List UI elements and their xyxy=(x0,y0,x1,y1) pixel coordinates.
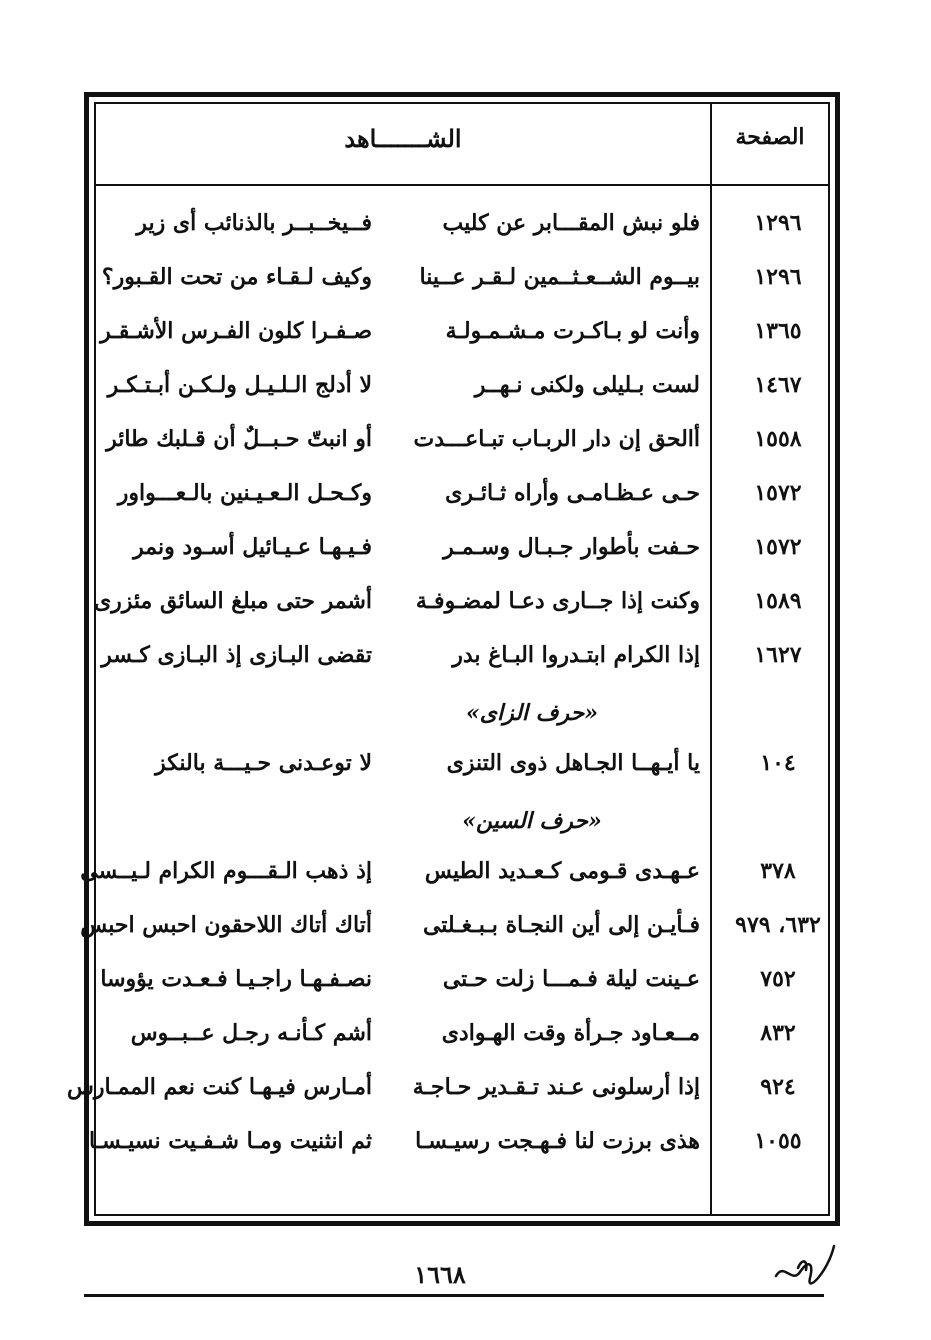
page-reference: ١٢٩٦ xyxy=(754,210,802,236)
page-reference: ٩٢٤ xyxy=(760,1074,796,1100)
signature-mark xyxy=(770,1232,840,1292)
verse-first-hemistich: فـأيـن إلى أين النجـاة بـبـغـلتى xyxy=(422,912,700,938)
page-number: ١٦٦٨ xyxy=(414,1260,466,1289)
page-reference: ١٥٧٢ xyxy=(754,534,802,560)
page-reference: ١٥٧٢ xyxy=(754,480,802,506)
verse-first-hemistich: هذى برزت لنا فـهـجت رسيـسـا xyxy=(415,1128,700,1154)
verse-second-hemistich: لا توعـدنى حـيـــة بالنكز xyxy=(155,750,372,776)
verse-second-hemistich: أشمر حتى مبلغ السائق مئزرى xyxy=(93,588,372,614)
verse-second-hemistich: إذ ذهب الـقـــوم الكرام لـيــسى xyxy=(80,858,372,884)
verse-second-hemistich: نصـفـهـا راجـيـا فـعـدت يؤوسا xyxy=(100,966,372,992)
verse-row xyxy=(96,472,828,526)
header-page-label: الصفحة xyxy=(735,124,805,150)
verse-second-hemistich: لا أدلج الـلـيـل ولـكـن أبـتـكـر xyxy=(107,372,372,398)
verse-row xyxy=(96,742,828,796)
page-reference: ١٢٩٦ xyxy=(754,264,802,290)
verse-second-hemistich: تقضى البـازى إذ البـازى كـسر xyxy=(101,642,372,668)
verse-row xyxy=(96,256,828,310)
page-reference: ١٥٨٩ xyxy=(754,588,802,614)
page-reference: ١٠٥٥ xyxy=(754,1128,802,1154)
header-divider xyxy=(96,184,828,186)
verse-first-hemistich: يا أيـهــا الجـاهل ذوى التنزى xyxy=(446,750,700,776)
verse-first-hemistich: بيــوم الشــعـثــمين لـقـر عــينا xyxy=(419,264,700,290)
verse-row xyxy=(96,202,828,256)
section-heading xyxy=(96,688,828,742)
verse-row xyxy=(96,1012,828,1066)
verse-row xyxy=(80,850,828,904)
footer-rule xyxy=(84,1294,824,1297)
verse-list xyxy=(66,202,828,1174)
verse-first-hemistich: عـينت ليلة فـمـــا زلت حـتى xyxy=(442,966,700,992)
verse-first-hemistich: فلو نبش المقـــابر عن كليب xyxy=(442,210,700,236)
page-reference: ٨٣٢ xyxy=(760,1020,796,1046)
verse-row xyxy=(80,904,828,958)
verse-first-hemistich: لست بـليلى ولكنى نـهــر xyxy=(474,372,700,398)
verse-row xyxy=(66,1066,828,1120)
verse-first-hemistich: أالحق إن دار الربـاب تبـاعـــدت xyxy=(413,426,700,452)
page-reference: ١٣٦٥ xyxy=(754,318,802,344)
table-frame xyxy=(66,92,840,1226)
verse-row xyxy=(96,364,828,418)
verse-row xyxy=(96,310,828,364)
verse-first-hemistich: حـفت بأطوار جـبـال وسـمـر xyxy=(443,534,700,560)
page-reference: ١٥٥٨ xyxy=(754,426,802,452)
page-reference: ٣٧٨ xyxy=(760,858,796,884)
verse-first-hemistich: وأنت لو بـاكـرت مـشـمـولـة xyxy=(445,318,700,344)
verse-row xyxy=(96,418,828,472)
verse-second-hemistich: فــيخــبــر بالذنائب أى زير xyxy=(136,210,372,236)
verse-first-hemistich: عـهـدى قـومى كـعـديد الطيس xyxy=(424,858,700,884)
verse-second-hemistich: أشم كـأنـه رجـل عــبــوس xyxy=(130,1020,372,1046)
table-inner-border xyxy=(66,102,830,1216)
verse-second-hemistich: أمـارس فيـهـا كنت نعم الممـارس xyxy=(66,1074,372,1100)
verse-first-hemistich: مــعـاود جـرأة وقت الهـوادى xyxy=(441,1020,700,1046)
verse-first-hemistich: حـى عـظـامـى وأراه ثـائـرى xyxy=(445,480,700,506)
verse-row xyxy=(96,526,828,580)
verse-second-hemistich: أتاك أتاك اللاحقون احبس احبس xyxy=(80,912,372,938)
verse-row xyxy=(88,1120,828,1174)
page-reference: ١٤٦٧ xyxy=(754,372,802,398)
section-heading xyxy=(96,796,828,850)
section-title: «حرف السين» xyxy=(462,808,602,834)
page-reference: ٧٥٢ xyxy=(760,966,796,992)
verse-first-hemistich: إذا الكرام ابتـدروا البـاغ بدر xyxy=(452,642,700,668)
page-reference: ١٠٤ xyxy=(760,750,796,776)
verse-second-hemistich: وكـحـل الـعـيـنين بالـعـــواور xyxy=(117,480,372,506)
verse-second-hemistich: فـيـهـا عـيـائيل أسـود ونمر xyxy=(133,534,372,560)
verse-second-hemistich: وكيف لـقـاء من تحت القـبور؟ xyxy=(101,264,372,290)
section-title: «حرف الزاى» xyxy=(466,700,598,726)
page-reference: ٦٣٢، ٩٧٩ xyxy=(735,912,821,938)
verse-first-hemistich: وكنت إذا جــارى دعـا لمضـوفـة xyxy=(415,588,700,614)
verse-second-hemistich: ثم انثنيت ومـا شـفـيت نسيـسـا xyxy=(88,1128,372,1154)
verse-second-hemistich: أو انبتّ حـبــلٌ أن قـلبك طائر xyxy=(106,426,372,452)
verse-second-hemistich: صـفـرا كلون الفـرس الأشـقـر xyxy=(100,318,372,344)
verse-row xyxy=(96,634,828,688)
header-verse-label: الشـــــــاهد xyxy=(344,124,462,153)
verse-row xyxy=(93,580,828,634)
verse-row xyxy=(96,958,828,1012)
page-reference: ١٦٢٧ xyxy=(754,642,802,668)
verse-first-hemistich: إذا أرسلونى عـند تـقـدير حـاجـة xyxy=(412,1074,700,1100)
